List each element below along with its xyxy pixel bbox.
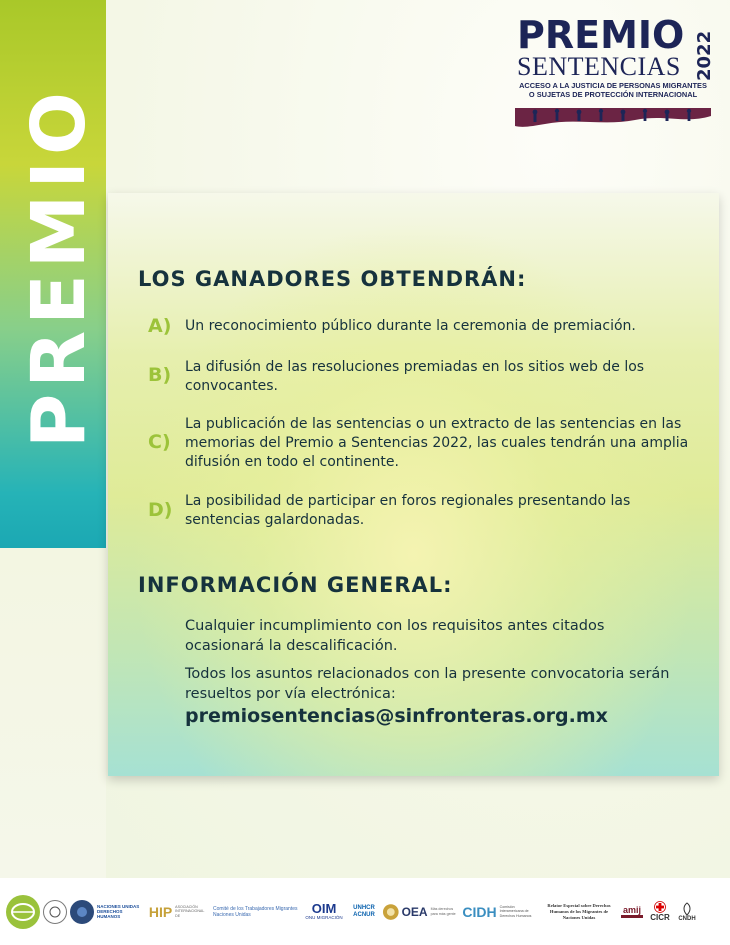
- seal-logo-1: [43, 900, 67, 924]
- acnudh-text: NACIONES UNIDAS DERECHOS HUMANOS: [97, 904, 140, 919]
- oea-caption: Más derechos para más gente: [430, 907, 456, 916]
- earth-icon: [75, 905, 89, 919]
- acnur-logo: [349, 893, 379, 931]
- item-letter-a: A): [148, 315, 172, 337]
- contact-email-link[interactable]: premiosentencias@sinfronteras.org.mx: [185, 705, 608, 727]
- sinfronteras-logo: [6, 895, 40, 929]
- cicr-text: CICR: [650, 913, 670, 922]
- cndh-emblem-icon: [680, 902, 694, 916]
- item-letter-c: C): [148, 431, 171, 453]
- general-paragraph-2: Todos los asuntos relacionados con la presente convocatoria serán resueltos por vía electrónica:: [185, 666, 670, 702]
- item-text-b: La difusión de las resoluciones premiadas en los sitios web de los convocantes.: [185, 359, 645, 394]
- globe-icon: [10, 902, 36, 922]
- acnur-text: UNHCR ACNUR: [353, 904, 375, 918]
- amij-bar: [621, 915, 643, 918]
- hip-text: HIP: [148, 903, 173, 920]
- item-text-a: Un reconocimiento público durante la ceremonia de premiación.: [185, 318, 636, 334]
- logo-line2: SENTENCIAS: [517, 52, 681, 81]
- general-title: INFORMACIÓN GENERAL:: [138, 573, 453, 597]
- cidh-caption: Comisión Interamericana de Derechos Humanos: [499, 904, 532, 918]
- cttm-logo: [213, 897, 299, 927]
- info-card: [108, 193, 719, 776]
- cndh-text: CNDH: [678, 915, 696, 922]
- general-paragraph-1: Cualquier incumplimiento con los requisitos antes citados ocasionará la descalificación.: [185, 618, 605, 654]
- seal-logo-2: [70, 900, 94, 924]
- item-letter-d: D): [148, 499, 173, 521]
- hip-logo: [146, 897, 210, 927]
- logo-subtitle: [515, 82, 711, 99]
- cidh-logo: [459, 897, 539, 927]
- premio-sentencias-logo: [515, 13, 715, 130]
- amij-text: amij: [622, 905, 641, 915]
- logo-line1: PREMIO: [517, 13, 685, 57]
- oea-logo: [382, 897, 456, 927]
- relator-text: Relator Especial sobre Derechos Humanos de los Migrantes de Naciones Unidas: [547, 902, 611, 920]
- footer-logos: [0, 878, 730, 945]
- amij-logo: [619, 897, 645, 927]
- oim-text: OIM: [311, 901, 337, 916]
- side-word: PREMIO: [16, 86, 102, 448]
- logo-year: 2022: [694, 30, 715, 82]
- seal-icon: [48, 905, 62, 919]
- oim-caption: ONU MIGRACIÓN: [305, 915, 343, 920]
- cidh-text: CIDH: [462, 903, 497, 920]
- logo-subtitle-2: O SUJETAS DE PROTECCIÓN INTERNACIONAL: [528, 89, 698, 99]
- acnudh-logo: [97, 897, 143, 927]
- logo-subtitle-1: ACCESO A LA JUSTICIA DE PERSONAS MIGRANTES: [519, 81, 707, 90]
- winners-title: LOS GANADORES OBTENDRÁN:: [138, 267, 527, 291]
- item-letter-b: B): [148, 364, 172, 386]
- side-band-lower: [0, 548, 106, 878]
- hip-caption: ASOCIACIÓN INTERNACIONAL DE: [175, 904, 205, 918]
- cttm-text: Comité de los Trabajadores Migrantes Naciones Unidas: [213, 905, 298, 918]
- cndh-logo: [675, 894, 699, 930]
- oea-seal-icon: [382, 903, 400, 921]
- red-cross-icon: [654, 901, 666, 913]
- oim-logo: [302, 896, 346, 928]
- logo-figures-icon: [515, 100, 711, 130]
- relator-logo: [542, 896, 616, 928]
- item-text-c: La publicación de las sentencias o un extracto de las sentencias en las memorias del Premio a Sentencias 2022, las cuales tendrán una amplia difusión en todo el continente.: [185, 416, 689, 470]
- oea-text: OEA: [401, 904, 428, 919]
- item-text-d: La posibilidad de participar en foros regionales presentando las sentencias galardonadas.: [185, 493, 631, 528]
- cicr-logo: [648, 894, 672, 930]
